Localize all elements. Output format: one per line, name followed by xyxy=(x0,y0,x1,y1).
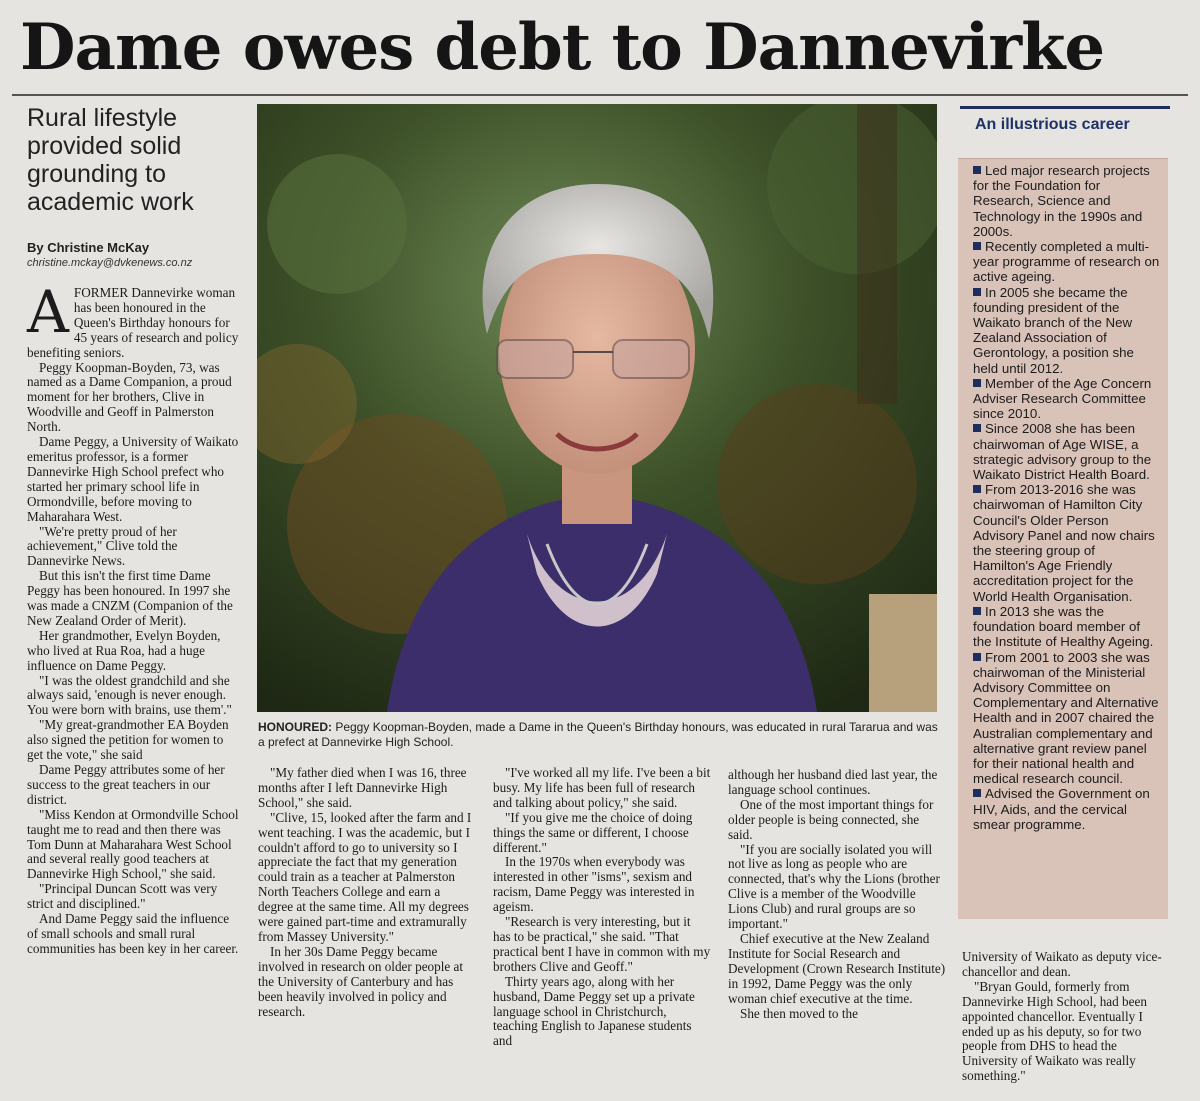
paragraph: Her grandmother, Evelyn Boyden, who lived at Rua Roa, had a huge influence on Dame Peggy. xyxy=(27,627,221,673)
photo-caption xyxy=(258,720,938,750)
paragraph: And Dame Peggy said the influence of small schools and small rural communities has been key in her career. xyxy=(27,911,239,956)
sidebar-rule xyxy=(960,106,1170,109)
article-column-1 xyxy=(27,278,242,957)
paragraph: "I was the oldest grandchild and she always said, 'enough is never enough. You were born with brains, use them'." xyxy=(27,672,232,718)
list-item: Led major research projects for the Foundation for Research, Science and Technology in the 1990s and 2000s. xyxy=(973,163,1150,239)
paragraph: "If you give me the choice of doing things the same or different, I choose different." xyxy=(493,809,693,855)
paragraph: "Clive, 15, looked after the farm and I went teaching. I was the academic, but I couldn't afford to go to university so I appreciate the fact that my generation could train as a teacher at Palmerston North Teachers College and earn a degree at the same time. All my degrees were gained part-time and extramurally from Massey University." xyxy=(258,809,472,944)
list-item: From 2001 to 2003 she was chairwoman of the Ministerial Advisory Committee on Complementary and Alternative Health and in 2007 chaired the Australian complementary and alternative grant review panel for their national health and medical research council. xyxy=(973,649,1159,787)
paragraph: "Miss Kendon at Ormondville School taught me to read and then there was Tom Dunn at Maharahara West School and several really good teachers at Dannevirke High School," she said. xyxy=(27,806,239,882)
paragraph: Dame Peggy attributes some of her success to the great teachers in our district. xyxy=(27,762,225,807)
sidebar-box xyxy=(958,158,1168,919)
paragraph: Dame Peggy, a University of Waikato emeritus professor, is a former Dannevirke High School prefect who started her primary school life in Ormondville, before moving to Maharahara West. xyxy=(27,434,239,524)
career-list xyxy=(958,159,1168,832)
list-item: Recently completed a multi-year programme of research on active ageing. xyxy=(973,239,1160,285)
square-bullet-icon xyxy=(973,379,981,387)
square-bullet-icon xyxy=(973,424,981,432)
paragraph: "Bryan Gould, formerly from Dannevirke High School, had been appointed chancellor. Eventually I ended up as his deputy, so for two people from DHS to head the University of Waikato was really something." xyxy=(962,978,1147,1084)
paragraph: Thirty years ago, along with her husband, Dame Peggy set up a private language school in Christchurch, teaching English to Japanese students and xyxy=(493,973,695,1049)
paragraph: although her husband died last year, the language school continues. xyxy=(728,767,938,797)
paragraph: "Research is very interesting, but it has to be practical," she said. "That practical bent I have in common with my brothers Clive and Geoff." xyxy=(493,914,711,974)
paragraph: "We're pretty proud of her achievement," Clive told the Dannevirke News. xyxy=(27,523,178,569)
deck-subheadline: Rural lifestyle provided solid grounding to academic work xyxy=(27,104,194,216)
square-bullet-icon xyxy=(973,485,981,493)
headline: Dame owes debt to Dannevirke xyxy=(20,10,1105,85)
list-item: Member of the Age Concern Adviser Research Committee since 2010. xyxy=(973,375,1152,422)
list-item: From 2013-2016 she was chairwoman of Hamilton City Council's Older Person Advisory Panel and now chairs the steering group of Hamilton's Age Friendly accreditation project for the World Health Organisation. xyxy=(973,482,1155,604)
caption-label: HONOURED: xyxy=(258,720,332,734)
paragraph: In the 1970s when everybody was interested in other "isms", sexism and racism, Dame Peggy was interested in ageism. xyxy=(493,854,695,915)
square-bullet-icon xyxy=(973,653,981,661)
list-item: In 2005 she became the founding president of the Waikato branch of the New Zealand Association of Gerontology, a position she held until 2012. xyxy=(973,284,1134,376)
paragraph: "If you are socially isolated you will not live as long as people who are connected, that's why the Lions (brother Clive is a member of the Woodville Lions Club) and rural groups are so important." xyxy=(728,841,940,932)
article-column-3 xyxy=(493,766,711,1049)
headline-rule xyxy=(12,94,1188,96)
article-column-2 xyxy=(258,766,476,1019)
article-column-5 xyxy=(962,950,1172,1084)
lead-text: FORMER Dannevirke woman has been honoured in the Queen's Birthday honours for 45 years of research and policy benefiting seniors. xyxy=(27,285,239,360)
paragraph: She then moved to the xyxy=(740,1005,858,1021)
author-email[interactable]: christine.mckay@dvkenews.co.nz xyxy=(27,257,193,269)
paragraph: Peggy Koopman-Boyden, 73, was named as a Dame Companion, a proud moment for her brothers, Clive in Woodville and Geoff in Palmerston North. xyxy=(27,359,232,435)
square-bullet-icon xyxy=(973,607,981,615)
list-item: In 2013 she was the foundation board member of the Institute of Healthy Ageing. xyxy=(973,603,1154,650)
square-bullet-icon xyxy=(973,166,981,174)
paragraph: "My father died when I was 16, three months after I left Dannevirke High School," she said. xyxy=(258,765,467,810)
paragraph: Chief executive at the New Zealand Institute for Social Research and Development (Crown Research Institute) in 1992, Dame Peggy was the only woman chief executive at the time. xyxy=(728,930,946,1006)
caption-text: Peggy Koopman-Boyden, made a Dame in the Queen's Birthday honours, was educated in rural Tararua and was a prefect at Dannevirke High School. xyxy=(258,720,938,749)
drop-cap: A xyxy=(27,278,69,346)
paragraph: "I've worked all my life. I've been a bit busy. My life has been full of research and talking about policy," she said. xyxy=(493,765,711,810)
sidebar-title: An illustrious career xyxy=(975,116,1130,133)
paragraph: University of Waikato as deputy vice-chancellor and dean. xyxy=(962,949,1162,979)
list-item: Since 2008 she has been chairwoman of Age WISE, a strategic advisory group to the Waikato District Health Board. xyxy=(973,421,1152,483)
paragraph: "My great-grandmother EA Boyden also signed the petition for women to get the vote," she said xyxy=(27,717,229,763)
square-bullet-icon xyxy=(973,242,981,250)
paragraph: "Principal Duncan Scott was very strict and disciplined." xyxy=(27,881,218,912)
portrait-photo xyxy=(257,104,937,712)
article-column-4 xyxy=(728,768,946,1021)
paragraph: In her 30s Dame Peggy became involved in research on older people at the University of Canterbury and has been heavily involved in policy and research. xyxy=(258,943,464,1019)
portrait-illustration xyxy=(257,104,937,712)
square-bullet-icon xyxy=(973,288,981,296)
paragraph: But this isn't the first time Dame Peggy has been honoured. In 1997 she was made a CNZM (Companion of the New Zealand Order of Merit). xyxy=(27,568,233,628)
paragraph: One of the most important things for older people is being connected, she said. xyxy=(728,796,934,842)
lead-paragraph xyxy=(27,278,242,361)
byline: By Christine McKay xyxy=(27,240,150,255)
list-item: Advised the Government on HIV, Aids, and the cervical smear programme. xyxy=(973,786,1150,832)
square-bullet-icon xyxy=(973,789,981,797)
